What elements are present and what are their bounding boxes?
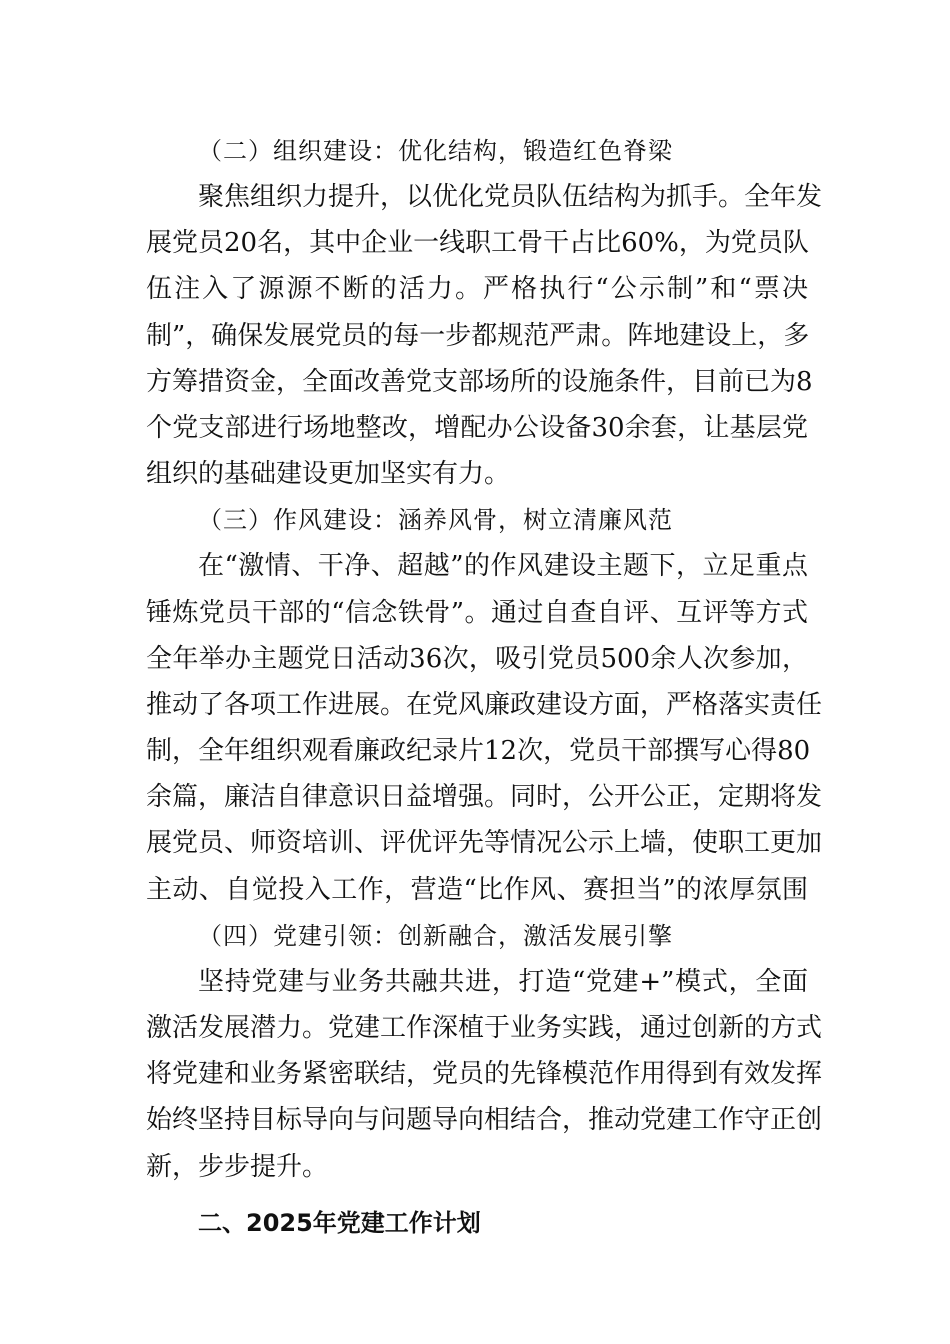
paragraph-line: 将党建和业务紧密联结，党员的先锋模范作用得到有效发挥	[146, 1059, 823, 1090]
paragraph-line: 伍注入了源源不断的活力。严格执行“公示制”和“票决	[146, 274, 808, 305]
subsection-heading: （三）作风建设：涵养风骨，树立清廉风范	[198, 506, 673, 535]
paragraph-line: 推动了各项工作进展。在党风廉政建设方面，严格落实责任	[146, 689, 823, 720]
paragraph-line: 坚持党建与业务共融共进，打造“党建+”模式，全面	[198, 966, 808, 997]
subsection-heading: （四）党建引领：创新融合，激活发展引擎	[198, 921, 673, 950]
paragraph-line: 在“激情、干净、超越”的作风建设主题下，立足重点	[198, 551, 808, 582]
paragraph-line: 余篇，廉洁自律意识日益增强。同时，公开公正，定期将发	[146, 782, 823, 813]
paragraph-line: 新，步步提升。	[146, 1151, 329, 1182]
document-page	[146, 128, 823, 1248]
paragraph-line: 聚焦组织力提升，以优化党员队伍结构为抓手。全年发	[198, 182, 823, 212]
paragraph-line: 方筹措资金，全面改善党支部场所的设施条件，目前已为8	[146, 366, 813, 397]
paragraph-line: 制”，确保发展党员的每一步都规范严肃。阵地建设上，多	[146, 320, 810, 351]
paragraph-line: 始终坚持目标导向与问题导向相结合，推动党建工作守正创	[146, 1105, 823, 1136]
paragraph-line: 组织的基础建设更加坚实有力。	[146, 459, 511, 490]
paragraph-line: 展党员、师资培训、评优评先等情况公示上墙，使职工更加	[146, 828, 823, 859]
paragraph-line: 个党支部进行场地整改，增配办公设备30余套，让基层党	[146, 412, 808, 443]
subsection-heading: （二）组织建设：优化结构，锻造红色脊梁	[198, 137, 673, 165]
paragraph-line: 主动、自觉投入工作，营造“比作风、赛担当”的浓厚氛围	[146, 874, 808, 905]
paragraph-line: 激活发展潜力。党建工作深植于业务实践，通过创新的方式	[146, 1013, 823, 1043]
paragraph-line: 全年举办主题党日活动36次，吸引党员500余人次参加，	[146, 643, 808, 674]
paragraph-line: 展党员20名，其中企业一线职工骨干占比60%，为党员队	[146, 228, 809, 259]
paragraph-line: 制，全年组织观看廉政纪录片12次，党员干部撰写心得80	[146, 736, 811, 767]
paragraph-line: 锤炼党员干部的“信念铁骨”。通过自查自评、互评等方式	[146, 597, 808, 628]
section-title: 二、2025年党建工作计划	[198, 1208, 481, 1237]
